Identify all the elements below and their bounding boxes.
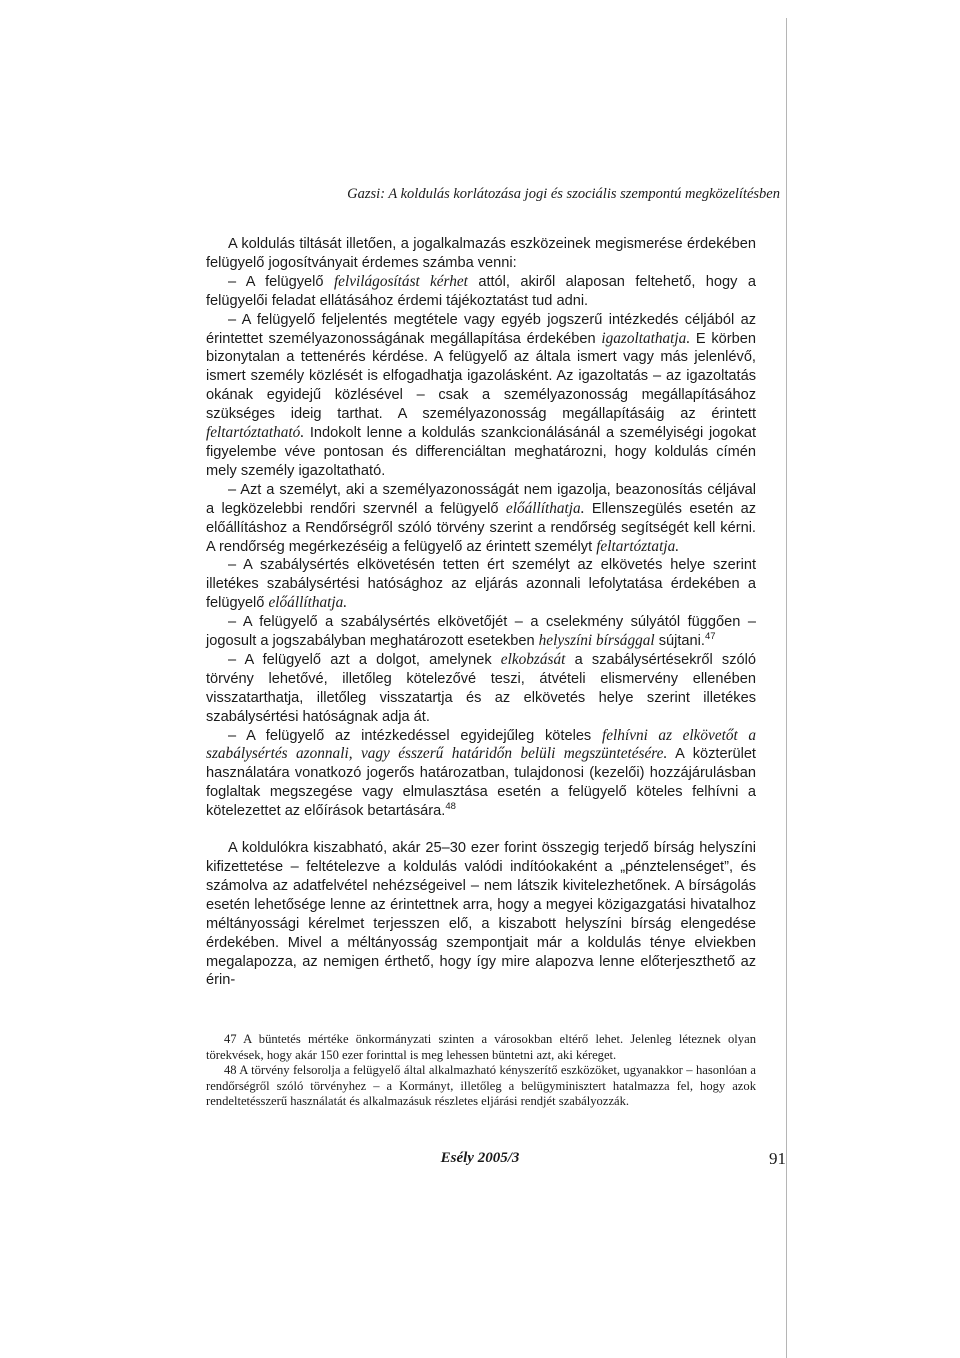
body-paragraph [206,481,756,557]
emphasis-text: igazoltathatja. [601,329,691,347]
footnote: 47 A büntetés mértéke önkormányzati szinten a városokban eltérő lehet. Jelenleg léteznek olyan törekvések, hogy akár 150 ezer forinttal is meg lehessen büntetni azt, aki kéreget. [206,1032,756,1062]
paragraph-text: A koldulás tiltását illetően, a jogalkalmazás eszközeinek megismerése érdekében felügyelő jogosítványait érdemes számba venni: [206,236,756,271]
emphasis-text: felvilágosítást kérhet [333,272,468,290]
paragraph-text: A közterület használatára vonatkozó jogerős határozatban, tulajdonosi (kezelői) hozzájárulásban foglaltak megszegése vagy elmulasztása esetén a felügyelő köteles felhívni a kötelezettet az előírások betartására. [206,746,756,820]
paragraph-text: – A szabálysértés elkövetésén tetten ért személyt az elkövetés helye szerint illetékes szabálysértési hatósághoz az eljárás azonnali lefolytatása érdekében a felügyelő [206,557,756,612]
running-header: Gazsi: A koldulás korlátozása jogi és szociális szempontú megközelítésben [347,186,780,202]
footnotes [206,1032,756,1110]
emphasis-text: előállíthatja. [505,499,585,517]
body-paragraph [206,727,756,822]
paragraph-text: sújtani. [654,633,705,650]
margin-rule [786,18,787,1358]
paragraph-text: E körben bizonytalan a tettenérés kérdése. A felügyelő az általa ismert vagy más jelenlévő, ismert személy közlését is elfogadhatja igazolásként. Az igazoltatás – az igazoltatás okának egyidejű közlésével – csak a személyazonosság megállapításához szükséges ideig tarthat. A személyazonosság megállapításáig az érintett [206,330,756,423]
emphasis-text: elkobzását [500,650,566,668]
paragraph-text: – A felügyelő azt a dolgot, amelynek [228,651,501,668]
paragraph-text: Ellenszegülés esetén az előállításhoz a Rendőrségről szóló törvény szerint a rendőrség segítségét kell kérni. A rendőrség megérkezéséig a felügyelő az érintett személyt [206,500,756,555]
paragraph-text: – A felügyelő feljelentés megtétele vagy egyéb jogszerű intézkedés céljából az érintettet személyazonosságának megállapítása érdekében [206,311,756,347]
body-paragraph [206,311,756,481]
body-paragraph [206,651,756,727]
paragraph-text: a szabálysértésekről szóló törvény lehetővé, illetőleg kötelezővé teszi, átvételi elismervény ellenében visszatarthatja, illetőleg visszatartja és az elkövetés helye szerint illetékes szabálysértési hatóságnak adja át. [206,651,756,725]
article-body [206,235,756,990]
paragraph-text: A koldulókra kiszabható, akár 25–30 ezer forint összegig terjedő bírság helyszíni kifizettetése – feltételezve a koldulás valódi indítóokaként a „pénztelenséget”, és számolva az adatfelvétel nehézségeivel – nem látszik kivitelezhetőnek. A bírságolás esetén lehetősége lenne az érintettnek arra, hogy a megyei közigazgatási hivatalhoz méltányossági kérelmet terjesszen elő, a kiszabott helyszíni bírság elengedése érdekében. Mivel a méltányosság szempontjait már a koldulás ténye elviekben megalapozza, az nemigen érthető, hogy így mire alapozva lenne előterjeszthető az érin- [206,840,756,989]
paragraph-text: – A felügyelő az intézkedéssel egyidejűleg köteles [228,727,603,744]
paragraph-text: – Azt a személyt, aki a személyazonosságát nem igazolja, beazonosítás céljával a legközelebbi rendőri szervnél a felügyelő [206,481,756,517]
body-paragraph [206,273,756,311]
paragraph-text: – A felügyelő [228,273,334,290]
paragraph-text: Indokolt lenne a koldulás szankcionálásánál a személyiségi jogokat figyelembe véve pontosan és differenciáltan meghatározni, hogy koldulás címén mely személy igazoltatható. [206,425,756,479]
journal-footer: Esély 2005/3 [440,1150,520,1166]
emphasis-text: helyszíni bírsággal [538,632,655,650]
emphasis-text: feltartóztatja. [596,537,680,555]
footnote: 48 A törvény felsorolja a felügyelő által alkalmazható kényszerítő eszközöket, ugyanakkor – hasonlóan a rendőrségről szóló törvényhez – a Kormányt, illetőleg a belügyminisztert hatalmazza fel, hogy azok rendeltetésszerű használatát és alkalmazásuk részletes eljárási rendjét szabályozzák. [206,1063,756,1109]
footnote-ref: 47 [704,631,716,643]
paragraph-text: – A felügyelő a szabálysértés elkövetőjét – a cselekmény súlyától függően – jogosult a jogszabályban meghatározott esetekben [206,614,756,650]
emphasis-text: előállíthatja. [268,594,348,612]
emphasis-text: felhívni az elkövetőt a szabálysértés azonnali, vagy ésszerű határidőn belüli megszüntetésére. [206,726,756,763]
body-paragraph [206,613,756,651]
paragraph-text: attól, akiről alaposan feltehető, hogy a felügyelői feladat ellátásához érdemi tájékoztatást tud adni. [206,273,756,309]
body-paragraph [206,839,756,990]
emphasis-text: feltartóztatható. [206,424,305,442]
footnote-ref: 48 [445,801,456,813]
page-number: 91 [769,1149,786,1168]
body-paragraph [206,556,756,613]
body-paragraph [206,235,756,273]
